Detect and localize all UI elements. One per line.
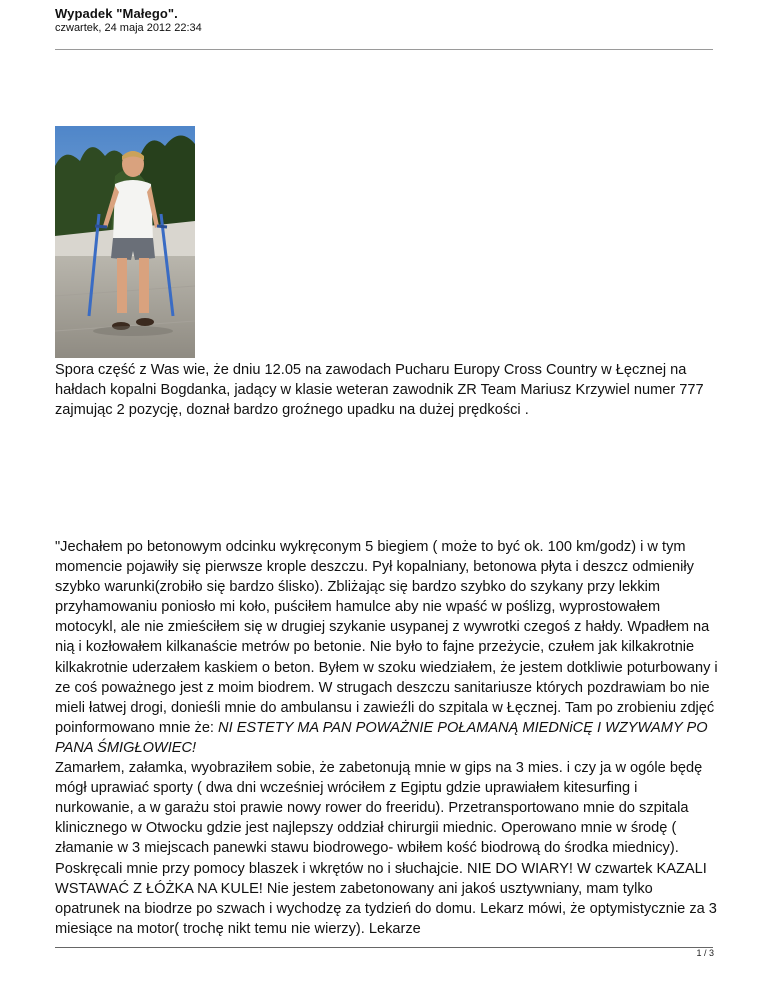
page-title: Wypadek "Małego". [55, 6, 178, 21]
page-header [55, 6, 713, 35]
post-date: czwartek, 24 maja 2012 22:34 [55, 22, 202, 34]
footer-divider [55, 947, 713, 948]
page-number: 1 / 3 [696, 948, 714, 958]
story-paragraph [55, 537, 718, 939]
doctor-quote: NI ESTETY MA PAN POWAŻNIE POŁAMANĄ MIEDNiCĘ I WZYWAMY PO PANA ŚMIGŁOWIEC! [55, 719, 708, 756]
photo-man-on-crutches [55, 126, 195, 358]
story-text: "Jechałem po betonowym odcinku wykręconym 5 biegiem ( może to być ok. 100 km/godz) i w tym momencie pojawiły się pierwsze krople deszczu. Pył kopalniany, betonowa płyta i deszcz odmieniły szybko warunki(zrobiło się bardzo ślisko). Zbliżając się bardzo szybko do szykany przy lekkim przyhamowaniu poniosło mi koło, puściłem hamulce aby nie wpaść w poślizg, wyprostowałem motocykl, ale nie zmieściłem się w drugiej szykanie usypanej z wywrotki czegoś z hałdy. Wpadłem na nią i kozłowałem kilkanaście metrów po betonie. Nie było to fajne przeżycie, czułem jak kilkakrotnie kilkakrotnie uderzałem kaskiem o beton. Byłem w szoku wiedziałem, że jestem dotkliwie poturbowany i ze coś poważnego jest z moim biodrem. W strugach deszczu sanitariusze których pozdrawiam bo nie mieli łatwej drogi, donieśli mnie do ambulansu i zawieźli do szpitala w Łęcznej. Tam po zrobieniu zdjęć poinformowano mnie że: [55, 539, 718, 736]
story-text-part2: Zamarłem, załamka, wyobraziłem sobie, że zabetonują mnie w gips na 3 mies. i czy ja w ogóle będę mógł uprawiać sporty ( dwa dni wcześniej wróciłem z Egiptu gdzie uprawiałem kitesurfing i nurkowanie, a w garażu stoi prawie nowy rower do freeridu). Przetransportowano mnie do szpitala klinicznego w Otwocku gdzie jest najlepszy oddział chirurgii miednic. Operowano mnie w środę ( złamanie w 3 miejscach panewki stawu biodrowego- wbiłem kość biodrową do środka miednicy). Poskręcali mnie przy pomocy blaszek i wkrętów no i słuchajcie. NIE DO WIARY! W czwartek KAZALI WSTAWAĆ Z ŁÓŻKA NA KULE! Nie jestem zabetonowany ani jakoś usztywniany, mam tylko opatrunek na biodrze po szwach i wychodzę za tydzień do domu. Lekarz mówi, że optymistycznie za 3 miesiące na motor( trochę nikt temu nie wierzy). Lekarze [55, 760, 717, 937]
story-text-part1 [55, 537, 718, 758]
intro-paragraph: Spora część z Was wie, że dniu 12.05 na zawodach Pucharu Europy Cross Country w Łęcznej na hałdach kopalni Bogdanka, jadący w klasie weteran zawodnik ZR Team Mariusz Krzywiel numer 777 zajmując 2 pozycję, doznał bardzo groźnego upadku na dużej prędkości . [55, 362, 704, 419]
header-divider [55, 49, 713, 50]
